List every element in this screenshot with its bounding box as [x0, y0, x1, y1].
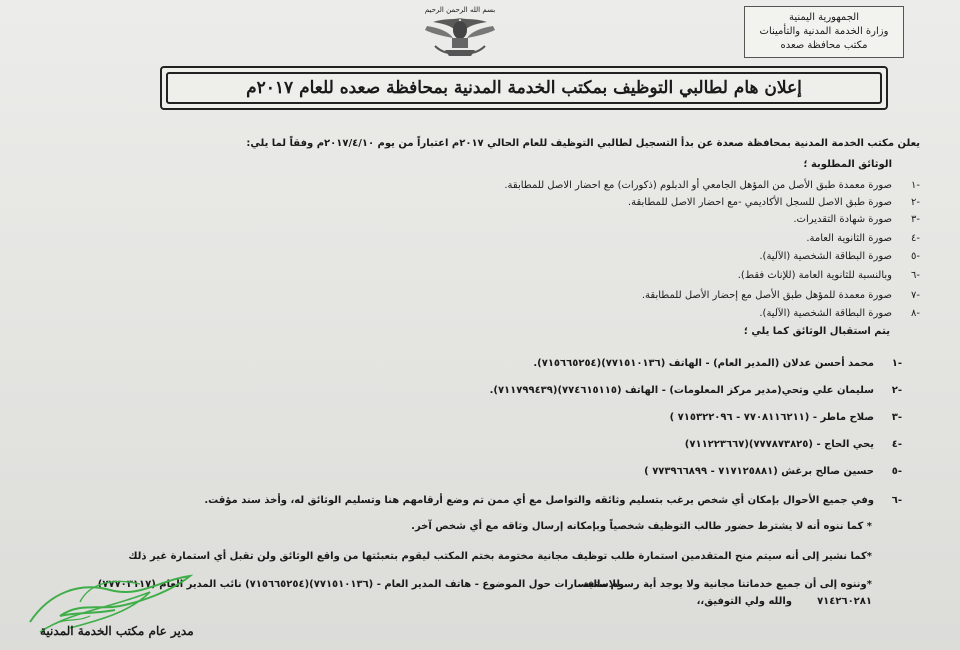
contact-second-number: ٧١٤٢٦٠٢٨١	[817, 596, 872, 607]
intro-paragraph: يعلن مكتب الخدمة المدنية بمحافظة صعدة عن بدأ التسجيل لطالبي التوظيف للعام الحالي ٢٠١٧م اعتباراً من يوم ٢٠١٧/٤/١٠م وفقاً لما يلي:	[246, 138, 920, 149]
header-line-ministry: وزارة الخدمة المدنية والتأمينات	[759, 26, 889, 37]
header-line-country: الجمهورية اليمنية	[788, 12, 859, 23]
ministry-header	[744, 6, 904, 58]
note-free-services: *وننوه إلى أن جميع خدماتنا مجانية ولا يوجد أية رسوم مالية.	[579, 579, 872, 590]
emblem-caption: بسم الله الرحمن الرحيم	[424, 6, 496, 14]
doc-item	[759, 251, 920, 262]
receiver-number: -١	[891, 358, 902, 369]
note-application-form: *كما نشير إلى أنه سيتم منح المتقدمين استمارة طلب توظيف مجانية مختومة بختم المكتب ليقوم بتعبئتها من واقع الوثائق ولن تقبل أي استمارة غير ذلك	[128, 551, 872, 562]
receiver-item	[490, 385, 902, 396]
doc-number: -٧	[911, 290, 920, 301]
receiver-text: محمد أحسن عدلان (المدير العام) - الهاتف (٧٧١٥١٠١٣٦)(٧١٥٦٦٥٢٥٤).	[533, 358, 874, 369]
receiver-number: -٤	[891, 439, 902, 450]
receiver-item	[670, 412, 902, 423]
doc-item	[759, 308, 920, 319]
note-text: وفي جميع الأحوال بإمكان أي شخص يرغب بتسليم وثائقه والتواصل مع أي ممن تم وضع أرقامهم هنا وتسليم الوثائق له، وأخذ سند مؤقت.	[204, 495, 874, 506]
doc-text: صورة البطاقة الشخصية (الآلية).	[759, 308, 892, 319]
receiver-text: يحي الحاج - (٧٧٧٨٧٣٨٢٥)(٧١١٢٢٣٦٦٧)	[684, 439, 874, 450]
doc-number: -٤	[911, 233, 920, 244]
note-presence: * كما ننوه أنه لا يشترط حضور طالب التوظيف شخصياً وبإمكانه إرسال وثاقه مع أي شخص آخر.	[411, 521, 872, 532]
doc-number: -٣	[911, 214, 920, 225]
required-docs-title: الوثائق المطلوبة ؛	[803, 159, 892, 170]
doc-number: -٦	[911, 270, 920, 281]
receiver-number: -٥	[891, 466, 902, 477]
receiver-item	[644, 466, 902, 477]
doc-number: -٢	[911, 197, 920, 208]
doc-item	[738, 270, 920, 281]
receivers-title: يتم استقبال الوثائق كما يلي ؛	[743, 326, 890, 337]
general-note	[204, 495, 902, 506]
doc-item	[806, 233, 920, 244]
contact-info: للاستفسارات حول الموضوع - هاتف المدير العام - (٧٧١٥١٠١٣٦)(٧١٥٦٦٥٢٥٤) نائب المدير العام (٧٧٧٠٣١١٧)	[97, 579, 620, 590]
note-number: -٦	[891, 495, 902, 506]
receiver-number: -٣	[891, 412, 902, 423]
header-line-office: مكتب محافظة صعده	[780, 40, 868, 51]
doc-text: صورة معمدة للمؤهل طبق الأصل مع إحضار الأصل للمطابقة.	[641, 290, 892, 301]
doc-text: صورة شهادة التقديرات.	[793, 214, 892, 225]
doc-number: -١	[911, 180, 920, 191]
doc-item	[793, 214, 920, 225]
receiver-number: -٢	[891, 385, 902, 396]
receiver-text: صلاح ماطر - (٧٧٠٨١١٦٢١١ - ٧١٥٣٢٢٠٩٦ )	[669, 412, 874, 423]
doc-text: صورة الثانوية العامة.	[806, 233, 892, 244]
receiver-text: سليمان علي وتحي(مدير مركز المعلومات) - الهاتف (٧٧٤٦١٥١١٥)(٧١١٧٩٩٤٣٩).	[489, 385, 874, 396]
eagle-emblem-icon	[405, 6, 515, 60]
receiver-item	[685, 439, 902, 450]
signature-title: مدير عام مكتب الخدمة المدنية	[40, 624, 194, 638]
receiver-text: حسين صالح برغش (٧١٧١٢٥٨٨١ - ٧٧٣٩٦٦٨٩٩ )	[644, 466, 874, 477]
closing-line: والله ولي التوفيق،،	[696, 596, 792, 607]
banner-title: إعلان هام لطالبي التوظيف بمكتب الخدمة المدنية بمحافظة صعده للعام ٢٠١٧م	[166, 72, 882, 104]
doc-text: صورة البطاقة الشخصية (الآلية).	[759, 251, 892, 262]
doc-item	[504, 180, 920, 191]
doc-text: وبالنسبة للثانوية العامة (للإناث فقط).	[737, 270, 892, 281]
announcement-banner	[160, 66, 888, 110]
doc-item	[628, 197, 920, 208]
doc-number: -٥	[911, 251, 920, 262]
doc-text: صورة طبق الاصل للسجل الأكاديمي -مع احضار الاصل للمطابقة.	[627, 197, 892, 208]
doc-item	[642, 290, 920, 301]
doc-text: صورة معمدة طبق الأصل من المؤهل الجامعي أو الدبلوم (ذكورات) مع احضار الاصل للمطابقة.	[504, 180, 892, 191]
doc-number: -٨	[911, 308, 920, 319]
receiver-item	[533, 358, 902, 369]
